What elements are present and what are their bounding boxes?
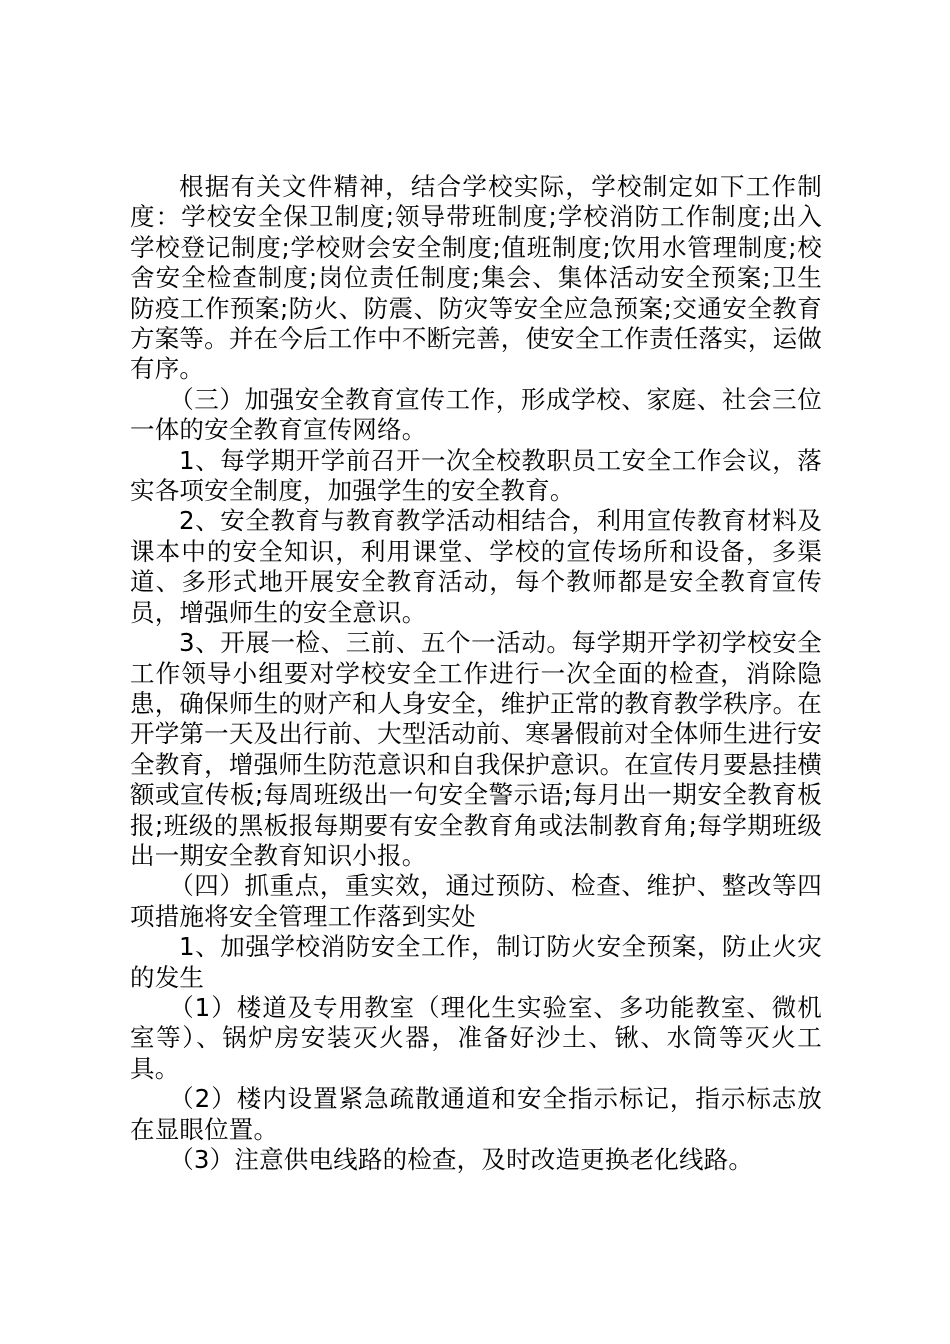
sub-item-3: （3）注意供电线路的检查，及时改造更换老化线路。 (169, 1145, 754, 1174)
sub-item-2: （2）楼内设置紧急疏散通道和安全指示标记，指示标志放在显眼位置。 (130, 1084, 822, 1144)
list-item-3-1: 1、每学期开学前召开一次全校教职员工安全工作会议，落实各项安全制度，加强学生的安全教育。 (130, 445, 822, 506)
paragraph-work-systems: 根据有关文件精神，结合学校实际，学校制定如下工作制度：学校安全保卫制度;领导带班制度;学校消防工作制度;出入学校登记制度;学校财会安全制度;值班制度;饮用水管理制度;校舍安全检查制度;岗位责任制度;集会、集体活动安全预案;卫生防疫工作预案;防火、防震、防灾等安全应急预案;交通安全教育方案等。并在今后工作中不断完善，使安全工作责任落实，运做有序。 (130, 172, 822, 384)
list-item-3-3: 3、开展一检、三前、五个一活动。每学期开学初学校安全工作领导小组要对学校安全工作进行一次全面的检查，消除隐患，确保师生的财产和人身安全，维护正常的教育教学秩序。在开学第一天及出行前、大型活动前、寒暑假前对全体师生进行安全教育，增强师生防范意识和自我保护意识。在宣传月要悬挂横额或宣传板;每周班级出一句安全警示语;每月出一期安全教育板报;班级的黑板报每期要有安全教育角或法制教育角;每学期班级出一期安全教育知识小报。 (130, 628, 822, 870)
section-heading-4: （四）抓重点，重实效，通过预防、检查、维护、整改等四项措施将安全管理工作落到实处 (130, 871, 822, 931)
section-heading-3: （三）加强安全教育宣传工作，形成学校、家庭、社会三位一体的安全教育宣传网络。 (130, 384, 822, 445)
sub-item-1: （1）楼道及专用教室（理化生实验室、多功能教室、微机室等）、锅炉房安装灭火器，准备好沙土、锹、水筒等灭火工具。 (130, 992, 822, 1083)
document-page (130, 172, 822, 1175)
list-item-4-1: 1、加强学校消防安全工作，制订防火安全预案，防止火灾的发生 (130, 932, 822, 992)
list-item-3-2: 2、安全教育与教育教学活动相结合，利用宣传教育材料及课本中的安全知识，利用课堂、学校的宣传场所和设备，多渠道、多形式地开展安全教育活动，每个教师都是安全教育宣传员，增强师生的安全意识。 (130, 506, 822, 627)
